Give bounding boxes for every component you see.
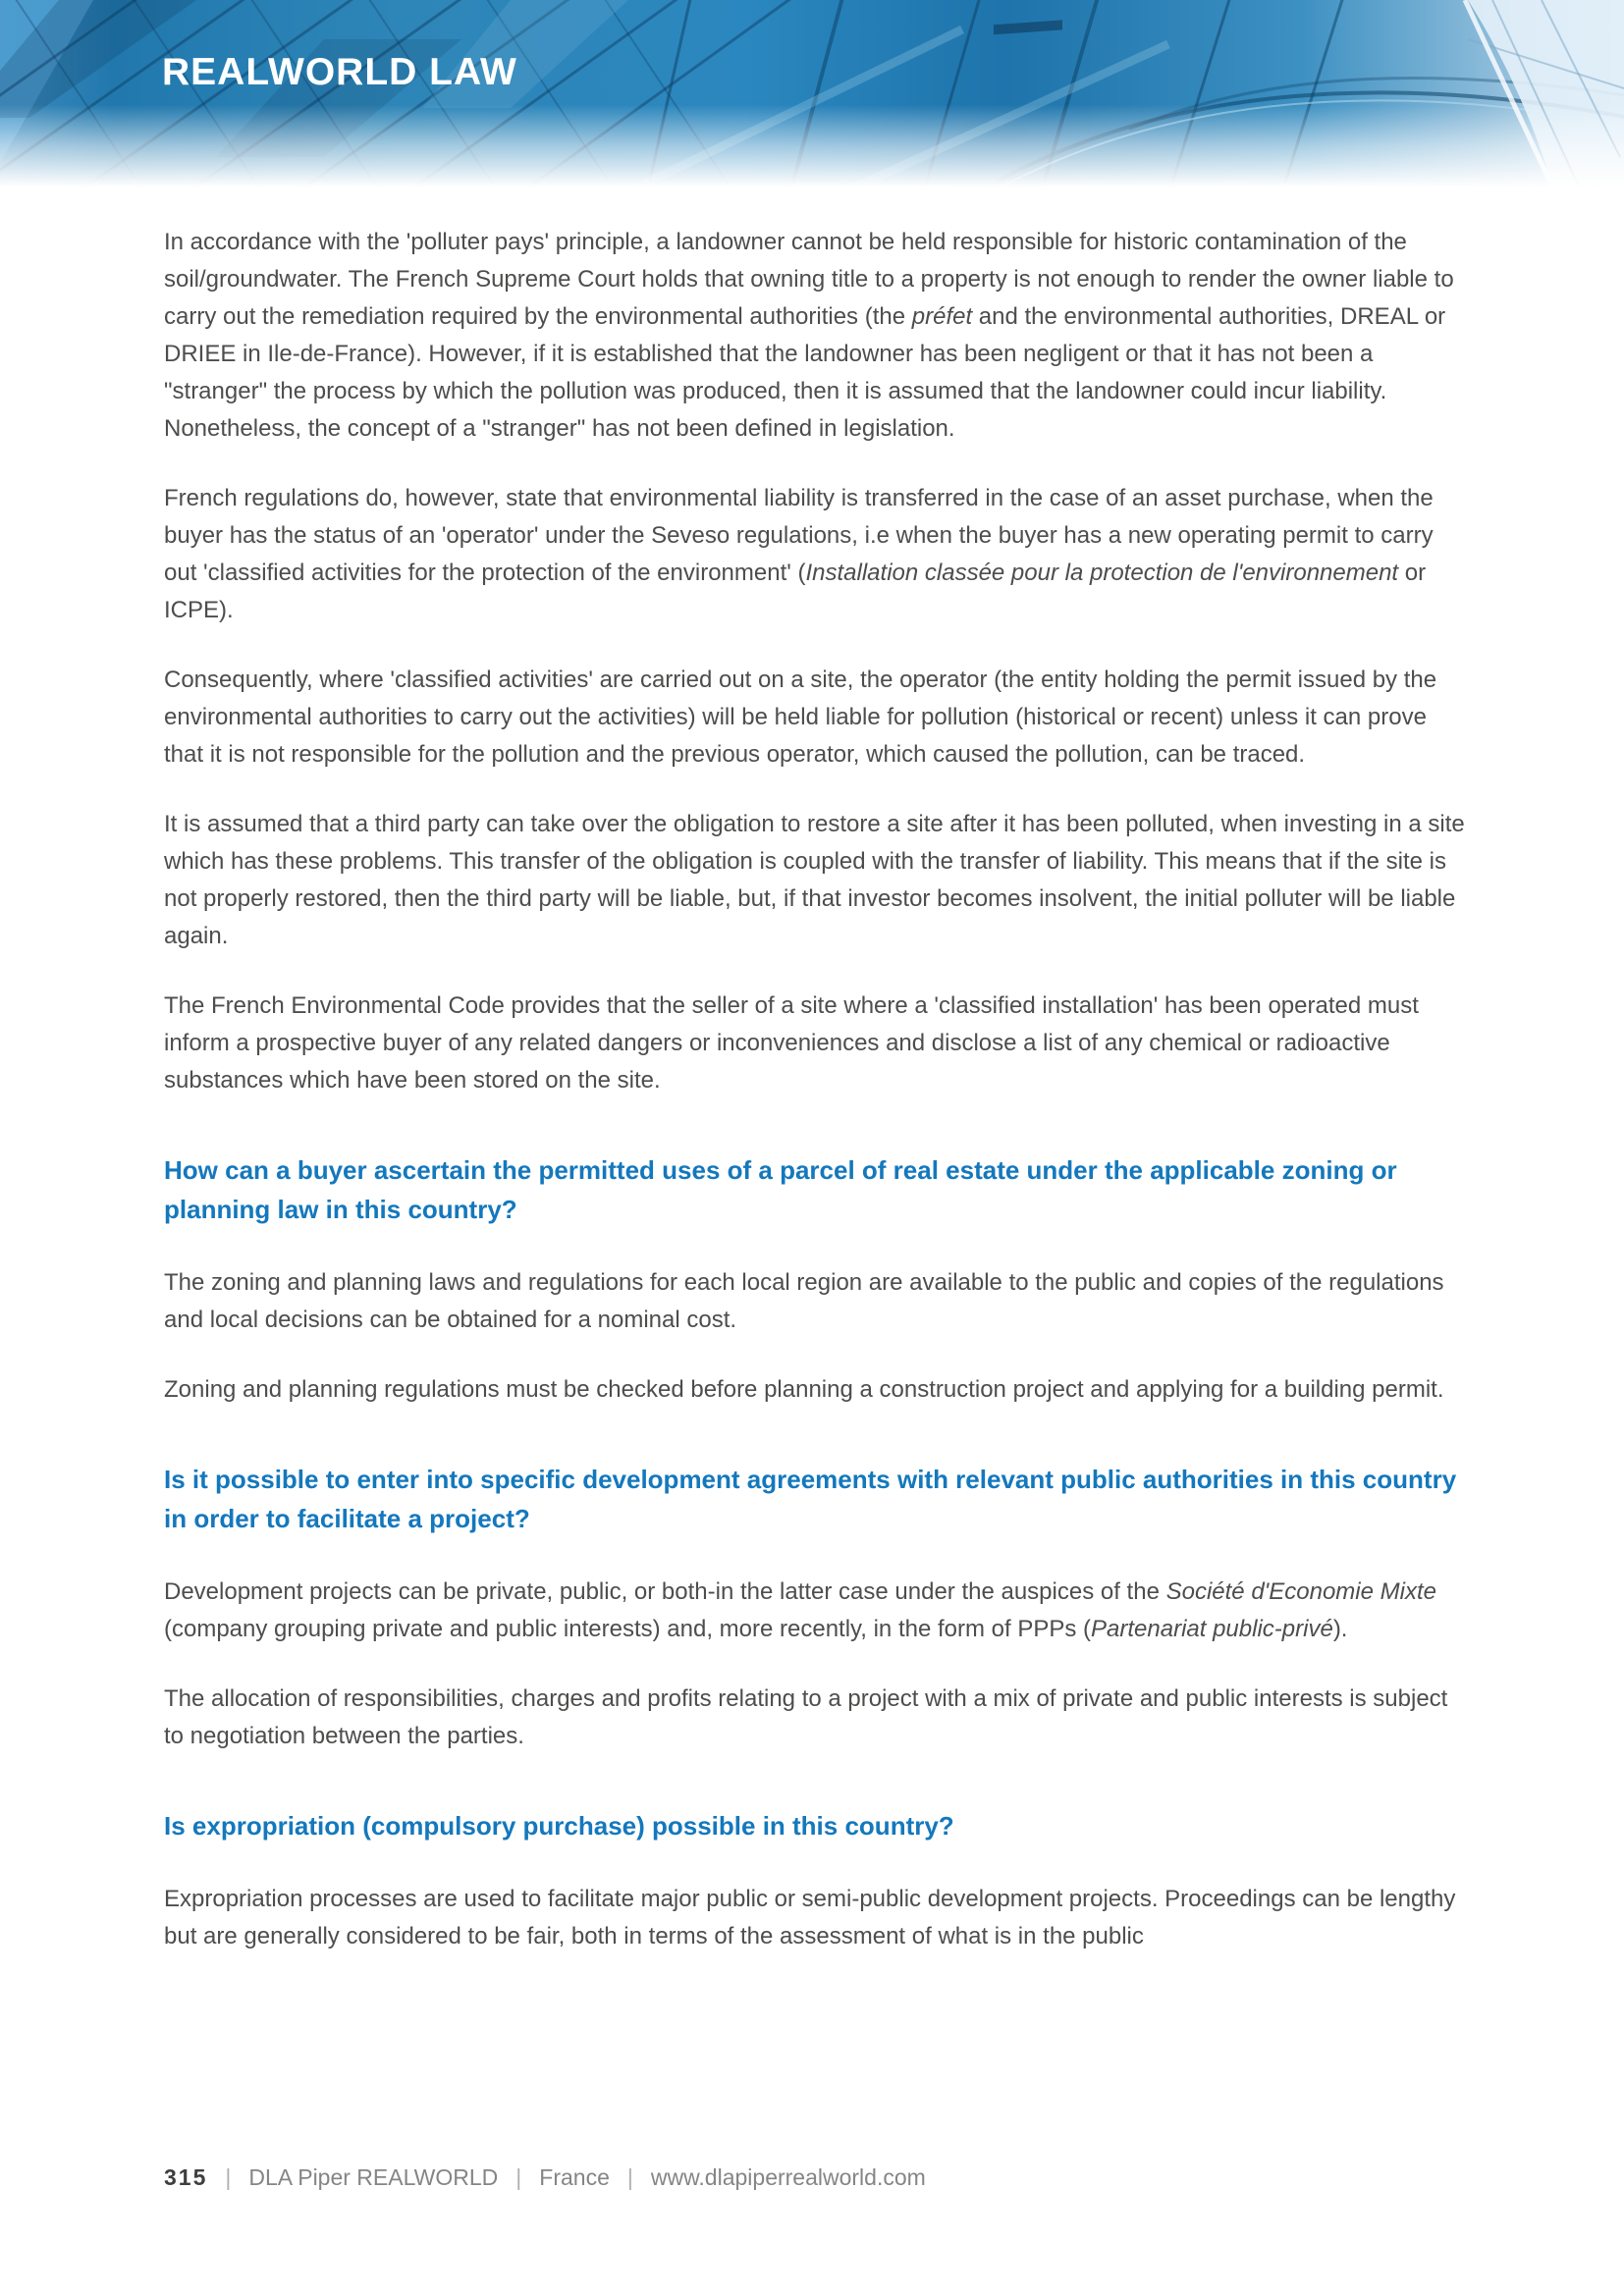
footer-brand: DLA Piper REALWORLD	[248, 2164, 499, 2190]
question-heading: How can a buyer ascertain the permitted uses of a parcel of real estate under the applicable zoning or planning law in this country?	[164, 1155, 1397, 1224]
page-number: 315	[164, 2164, 208, 2190]
document-body	[164, 224, 1470, 1988]
body-paragraph: The zoning and planning laws and regulations for each local region are available to the public and copies of the regulations and local decisions can be obtained for a nominal cost.	[164, 1269, 1444, 1333]
body-paragraph: French regulations do, however, state that environmental liability is transferred in the case of an asset purchase, when the buyer has the status of an 'operator' under the Seveso regulations, i.e when the buyer has a new operating permit to carry out 'classified activities for the protection of the environment' (Installation classée pour la protection de l'environnement or ICPE).	[164, 485, 1434, 623]
footer-separator: |	[515, 2164, 522, 2190]
body-paragraph: The French Environmental Code provides that the seller of a site where a 'classified installation' has been operated must inform a prospective buyer of any related dangers or inconveniences and disclose a list of any chemical or radioactive substances which have been stored on the site.	[164, 992, 1419, 1094]
body-paragraph: The allocation of responsibilities, charges and profits relating to a project with a mix of private and public interests is subject to negotiation between the parties.	[164, 1685, 1448, 1749]
body-paragraph: Development projects can be private, public, or both-in the latter case under the auspices of the Société d'Economie Mixte (company grouping private and public interests) and, more recently, in the form of PPPs (Partenariat public-privé).	[164, 1578, 1436, 1642]
page-footer	[164, 2164, 926, 2191]
question-heading: Is expropriation (compulsory purchase) possible in this country?	[164, 1811, 954, 1841]
body-paragraph: Consequently, where 'classified activities' are carried out on a site, the operator (the entity holding the permit issued by the environmental authorities to carry out the activities) will be held liable for pollution (historical or recent) unless it can prove that it is not responsible for the pollution and the previous operator, which caused the pollution, can be traced.	[164, 667, 1437, 768]
footer-country: France	[539, 2164, 610, 2190]
footer-url: www.dlapiperrealworld.com	[650, 2164, 926, 2190]
page-title: REALWORLD LAW	[162, 51, 517, 93]
glass-building-image	[0, 0, 1624, 201]
header-banner	[0, 0, 1624, 201]
footer-separator: |	[225, 2164, 232, 2190]
body-paragraph: Expropriation processes are used to facilitate major public or semi-public development projects. Proceedings can be lengthy but are generally considered to be fair, both in terms of the assessment of what is in the public	[164, 1886, 1456, 1949]
question-heading: Is it possible to enter into specific development agreements with relevant public authorities in this country in order to facilitate a project?	[164, 1465, 1457, 1533]
footer-separator: |	[626, 2164, 633, 2190]
body-paragraph: Zoning and planning regulations must be checked before planning a construction project and applying for a building permit.	[164, 1376, 1444, 1403]
body-paragraph: In accordance with the 'polluter pays' principle, a landowner cannot be held responsible for historic contamination of the soil/groundwater. The French Supreme Court holds that owning title to a property is not enough to render the owner liable to carry out the remediation required by the environmental authorities (the préfet and the environmental authorities, DREAL or DRIEE in Ile-de-France). However, if it is established that the landowner has been negligent or that it has not been a "stranger" the process by which the pollution was produced, then it is assumed that the landowner could incur liability. Nonetheless, the concept of a "stranger" has not been defined in legislation.	[164, 229, 1454, 442]
body-paragraph: It is assumed that a third party can take over the obligation to restore a site after it has been polluted, when investing in a site which has these problems. This transfer of the obligation is coupled with the transfer of liability. This means that if the site is not properly restored, then the third party will be liable, but, if that investor becomes insolvent, the initial polluter will be liable again.	[164, 811, 1465, 949]
